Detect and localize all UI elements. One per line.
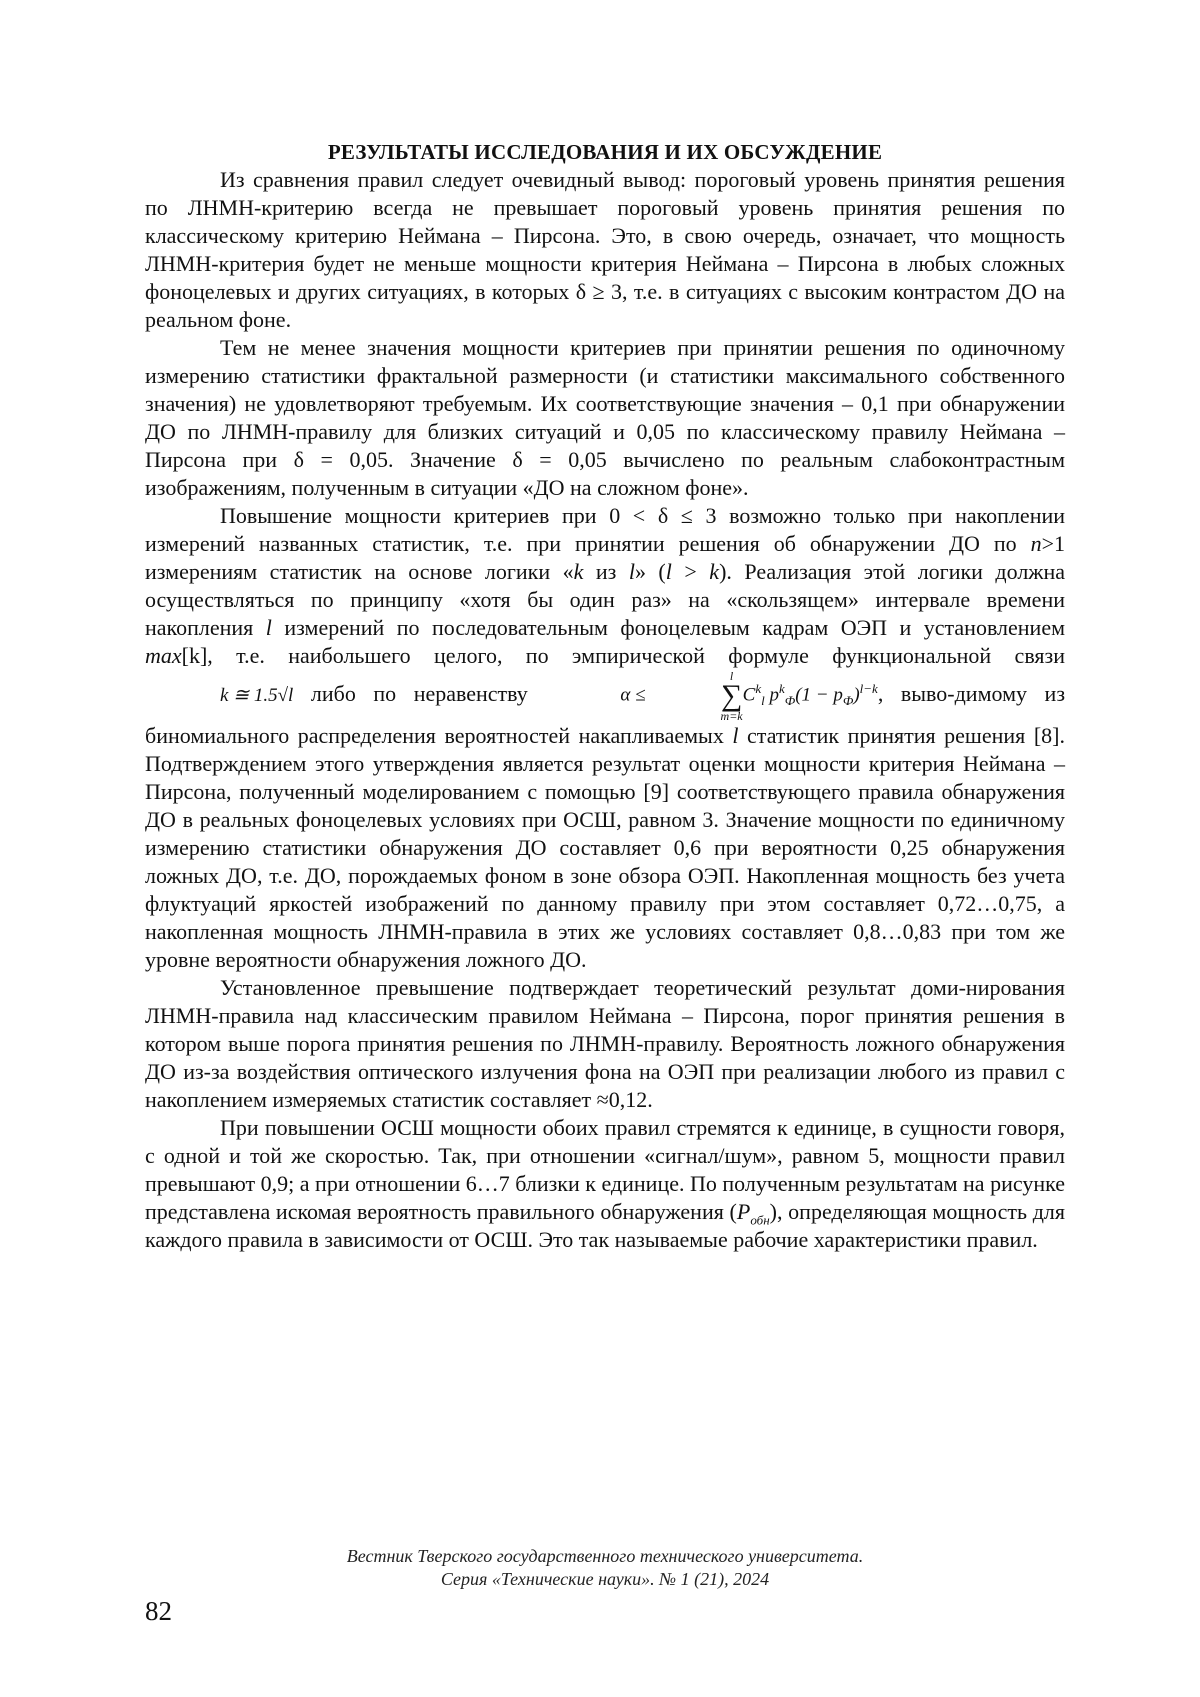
- page-number: 82: [145, 1596, 172, 1627]
- empirical-formula: k ≅ 1.5√l: [145, 686, 293, 706]
- binomial-inequality: α ≤ l ∑ m=k Ckl pkФ(1 − pФ)l−k: [545, 670, 877, 722]
- paragraph-4: Установленное превышение подтверждает теоретический результат доми-нирования ЛНМН-правила над классическим правилом Неймана – Пирсона, порог принятия решения в котором выше порога принятия решения по ЛНМН-правилу. Вероятность ложного обнаружения ДО из-за воздействия оптического излучения фона на ОЭП при реализации любого из правил с накоплением измеряемых статистик составляет ≈0,12.: [145, 974, 1065, 1114]
- footer-line-2: Серия «Технические науки». № 1 (21), 2024: [145, 1568, 1065, 1591]
- paragraph-5: При повышении ОСШ мощности обоих правил стремятся к единице, в сущности говоря, с одной и той же скоростью. Так, при отношении «сигнал/шум», равном 5, мощности правил превышают 0,9; а при отношении 6…7 близки к единице. По полученным результатам на рисунке представлена искомая вероятность правильного обнаружения (Pобн), определяющая мощность для каждого правила в зависимости от ОСШ. Это так называемые рабочие характеристики правил.: [145, 1114, 1065, 1254]
- article-body: [145, 138, 1065, 1254]
- paragraph-1: Из сравнения правил следует очевидный вывод: пороговый уровень принятия решения по ЛНМН-критерию всегда не превышает пороговый уровень принятия решения по классическому критерию Неймана – Пирсона. Это, в свою очередь, означает, что мощность ЛНМН-критерия будет не меньше мощности критерия Неймана – Пирсона в любых сложных фоноцелевых и других ситуациях, в которых δ ≥ 3, т.е. в ситуациях с высоким контрастом ДО на реальном фоне.: [145, 166, 1065, 334]
- paragraph-3: Повышение мощности критериев при 0 < δ ≤ 3 возможно только при накоплении измерений названных статистик, т.е. при принятии решения об обнаружении ДО по n>1 измерениям статистик на основе логики «k из l» (l > k). Реализация этой логики должна осуществляться по принципу «хотя бы один раз» на «скользящем» интервале времени накопления l измерений по последовательным фоноцелевым кадрам ОЭП и установлением max[k], т.е. наибольшего целого, по эмпирической формуле функциональной связи k ≅ 1.5√l либо по неравенству α ≤ l ∑ m=k Ckl pkФ(1 − pФ)l−k, выво-димому из биномиального распределения вероятностей накапливаемых l статистик принятия решения [8]. Подтверждением этого утверждения является результат оценки мощности критерия Неймана – Пирсона, полученный моделированием с помощью [9] соответствующего правила обнаружения ДО в реальных фоноцелевых условиях при ОСШ, равном 3. Значение мощности по единичному измерению статистики обнаружения ДО составляет 0,6 при вероятности 0,25 обнаружения ложных ДО, т.е. ДО, порождаемых фоном в зоне обзора ОЭП. Накопленная мощность без учета флуктуаций яркостей изображений по данному правилу при этом составляет 0,72…0,75, а накопленная мощность ЛНМН-правила в этих же условиях составляет 0,8…0,83 при том же уровне вероятности обнаружения ложного ДО.: [145, 502, 1065, 974]
- summation-sign: l ∑ m=k: [646, 670, 743, 722]
- condition-expression: 0 < δ ≤ 3: [609, 503, 716, 528]
- paragraph-2: Тем не менее значения мощности критериев при принятии решения по одиночному измерению статистики фрактальной размерности (и статистики максимального собственного значения) не удовлетворяют требуемым. Их соответствующие значения – 0,1 при обнаружении ДО по ЛНМН-правилу для близких ситуаций и 0,05 по классическому правилу Неймана – Пирсона при δ = 0,05. Значение δ = 0,05 вычислено по реальным слабоконтрастным изображениям, полученным в ситуации «ДО на сложном фоне».: [145, 334, 1065, 502]
- journal-footer: [145, 1545, 1065, 1591]
- section-heading: РЕЗУЛЬТАТЫ ИССЛЕДОВАНИЯ И ИХ ОБСУЖДЕНИЕ: [145, 138, 1065, 166]
- footer-line-1: Вестник Тверского государственного технического университета.: [145, 1545, 1065, 1568]
